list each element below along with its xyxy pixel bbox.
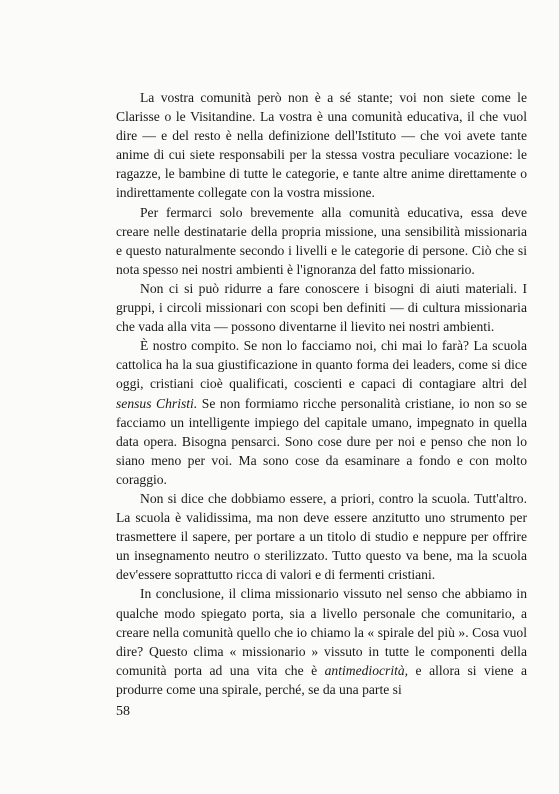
text-run: È nostro compito. Se non lo facciamo noi, chi mai lo farà? La scuola cattolica ha la sua giustificazione in quanto forma dei leaders, come si dice oggi, cristiani cioè qualificati, coscienti e capaci di contagiare altri del (116, 338, 527, 392)
text-run: Non si dice che dobbiamo essere, a priori, contro la scuola. Tutt'altro. La scuola è validissima, ma non deve essere anzitutto uno strumento per trasmettere il sapere, per portare a un titolo di studio e neppure per offrire un insegnamento neutro o sterilizzato. Tutto questo va bene, ma la scuola dev'essere soprattutto ricca di valori e di fermenti cristiani. (116, 490, 527, 583)
page-number: 58 (116, 704, 130, 719)
paragraph (116, 489, 527, 584)
text-run: Per fermarci solo brevemente alla comunità educativa, essa deve creare nelle destinatarie della propria missione, una sensibilità missionaria e questo naturalmente secondo i livelli e le categorie di persone. Ciò che si nota spesso nei nostri ambienti è l'ignoranza del fatto missionario. (116, 204, 527, 277)
paragraph (116, 279, 527, 336)
italic-text: antimediocrità, (324, 662, 409, 678)
body-text (116, 88, 527, 699)
paragraph (116, 88, 527, 203)
text-run: Non ci si può ridurre a fare conoscere i bisogni di aiuti materiali. I gruppi, i circoli missionari con scopi ben definiti — di cultura missionaria che vada alla vita — possono diventarne il lievito nei nostri ambienti. (116, 280, 527, 335)
text-run: e allora si viene a produrre come una spirale, perché, se da una parte si (116, 662, 527, 697)
text-run: La vostra comunità però non è a sé stante; voi non siete come le Clarisse o le Visitandine. La vostra è una comunità educativa, il che vuol dire — e del resto è nella definizione dell'Istituto — che voi avete tante anime di cui siete responsabili per la stessa vostra peculiare vocazione: le ragazze, le bambine di tutte le categorie, e tante altre anime direttamente o indirettamente collegate con la vostra missione. (116, 90, 527, 201)
paragraph (116, 203, 527, 279)
italic-text: sensus Christi. (116, 395, 198, 411)
text-run: Se non formiamo ricche personalità cristiane, io non so se facciamo un intelligente impiego del capitale umano, impegnato in quella data opera. Bisogna pensarci. Sono cose dure per noi e penso che non lo siano meno per voi. Ma sono cose da esaminare a fondo e con molto coraggio. (116, 395, 528, 487)
paragraph (116, 584, 527, 699)
text-run: In conclusione, il clima missionario vissuto nel senso che abbiamo in qualche modo spiegato porta, sia a livello personale che comunitario, a creare nella comunità quello che io chiamo la « spirale del più ». Cosa vuol dire? Questo clima « missionario » vissuto in tutte le componenti della comunità porta ad una vita che è (116, 586, 527, 678)
paragraph (116, 336, 527, 489)
